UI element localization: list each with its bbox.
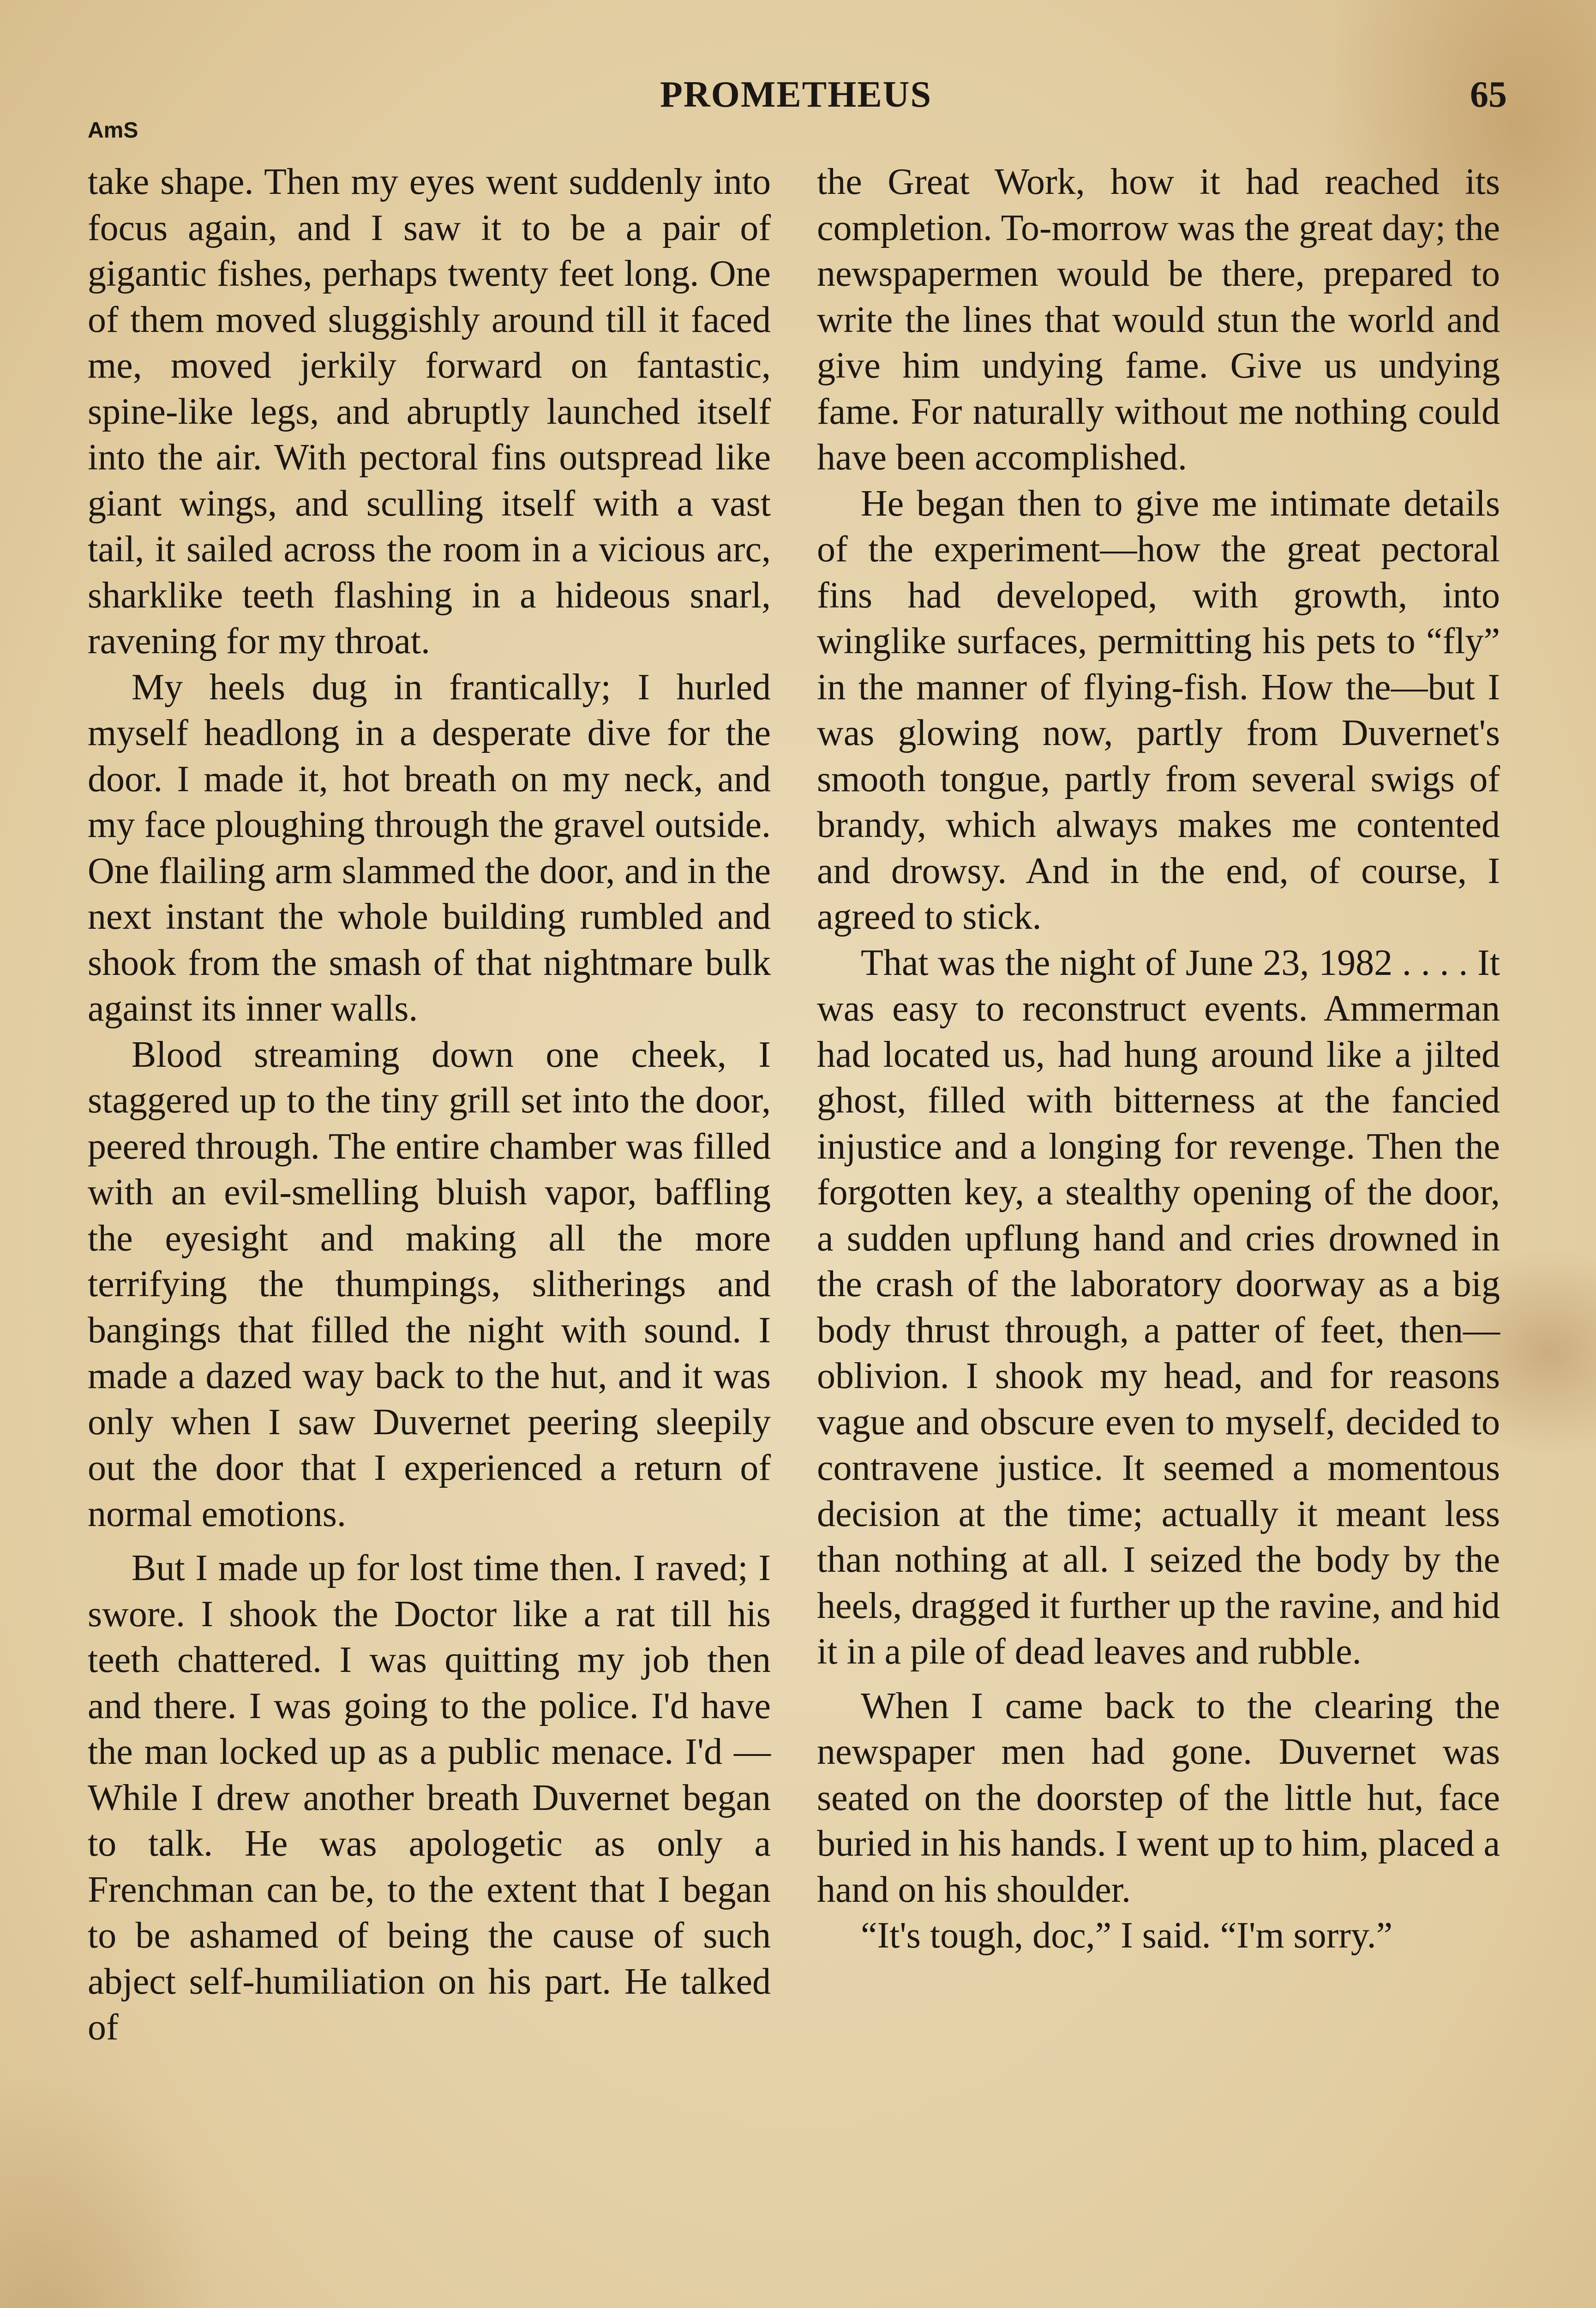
paragraph: “It's tough, doc,” I said. “I'm sorry.” [861,1915,1393,1956]
running-head [0,74,1596,129]
paragraph: Blood streaming down one cheek, I staggered up to the tiny grill set into the door, peered through. The entire chamber was filled with an evil-smelling bluish vapor, baffling the eyesight and making all the more terrifying the thumpings, slitherings and bangings that filled the night with sound. I made a dazed way back to the hut, and it was only when I saw Duvernet peering sleepily out the door that I experienced a return of normal emotions. [88,1034,771,1534]
paragraph: My heels dug in frantically; I hurled myself headlong in a desperate dive for the door. I made it, hot breath on my neck, and my face ploughing through the gravel outside. One flailing arm slammed the door, and in the next instant the whole building rumbled and shook from the smash of that nightmare bulk against its inner walls. [88,667,771,1029]
paragraph: But I made up for lost time then. I raved; I swore. I shook the Doctor like a rat till his teeth chattered. I was quitting my job then and there. I was going to the police. I'd have the man locked up as a public menace. I'd —While I drew another breath Duvernet began to talk. He was apologetic as only a Frenchman can be, to the extent that I began to be ashamed of being the cause of such abject self-humiliation on his part. He talked of [88,1548,771,2048]
ams-mark: AmS [88,118,138,143]
paragraph: take shape. Then my eyes went suddenly into focus again, and I saw it to be a pair of gigantic fishes, perhaps twenty feet long. One of them moved sluggishly around till it faced me, moved jerkily forward on fantastic, spine-like legs, and abruptly launched itself into the air. With pectoral fins outspread like giant wings, and sculling itself with a vast tail, it sailed across the room in a vicious arc, sharklike teeth flashing in a hideous snarl, ravening for my throat. [88,162,771,661]
right-column [817,159,1500,1959]
left-column [88,159,771,2051]
paragraph: He began then to give me intimate details of the experiment—how the great pectoral fins had developed, with growth, into winglike surfaces, permitting his pets to “fly” in the manner of flying-fish. How the—but I was glowing now, partly from Duvernet's smooth tongue, partly from several swigs of brandy, which always makes me contented and drowsy. And in the end, of course, I agreed to stick. [817,483,1500,937]
paragraph: When I came back to the clearing the newspaper men had gone. Duvernet was seated on the doorstep of the little hut, face buried in his hands. I went up to him, placed a hand on his shoulder. [817,1685,1500,1910]
running-title: PROMETHEUS [660,74,932,115]
paragraph: That was the night of June 23, 1982 . . . . It was easy to reconstruct events. Ammerman had located us, had hung around like a jilted ghost, filled with bitterness at the fancied injustice and a longing for revenge. Then the forgotten key, a stealthy opening of the door, a sudden upflung hand and cries drowned in the crash of the laboratory doorway as a big body thrust through, a patter of feet, then—oblivion. I shook my head, and for reasons vague and obscure even to myself, decided to contravene justice. It seemed a momentous decision at the time; actually it meant less than nothing at all. I seized the body by the heels, dragged it further up the ravine, and hid it in a pile of dead leaves and rubble. [817,942,1500,1672]
paragraph: the Great Work, how it had reached its completion. To-morrow was the great day; the newspapermen would be there, prepared to write the lines that would stun the world and give him undying fame. Give us undying fame. For naturally without me nothing could have been accomplished. [817,162,1500,478]
page-number: 65 [1470,74,1507,115]
